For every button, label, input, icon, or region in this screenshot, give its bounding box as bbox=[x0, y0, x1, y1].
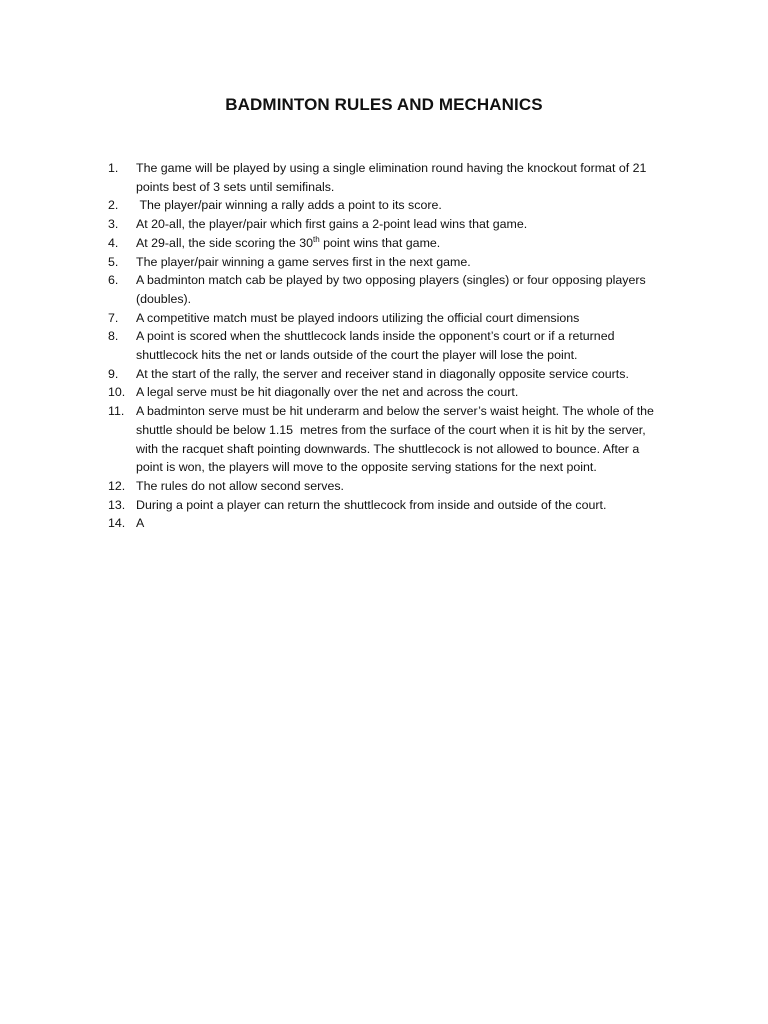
rule-number: 12. bbox=[108, 478, 126, 493]
rule-number: 11. bbox=[108, 404, 125, 419]
rule-number: 10. bbox=[108, 385, 126, 400]
rule-text: The game will be played by using a single elimination round having the knockout format of 21 points best of 3 sets until semifinals. bbox=[136, 161, 650, 194]
rule-text: At 20-all, the player/pair which first gains a 2-point lead wins that game. bbox=[136, 217, 528, 232]
rule-text: A badminton serve must be hit underarm and below the server’s waist height. The whole of the shuttle should be below 1.15 metres from the surface of the court when it is hit by the server, with the racquet shaft pointing downwards. The shuttlecock is not allowed to bounce. After a point is won, the players will move to the opposite serving stations for the next point. bbox=[136, 404, 658, 475]
rules-list bbox=[108, 159, 668, 533]
list-item bbox=[108, 402, 668, 477]
rule-text: During a point a player can return the shuttlecock from inside and outside of the court. bbox=[136, 497, 607, 512]
list-item bbox=[108, 159, 668, 196]
rule-text: The player/pair winning a game serves first in the next game. bbox=[136, 254, 471, 269]
list-item bbox=[108, 253, 668, 272]
rule-text bbox=[136, 234, 668, 253]
list-item bbox=[108, 196, 668, 215]
list-item bbox=[108, 271, 668, 308]
rule-text: A competitive match must be played indoors utilizing the official court dimensions bbox=[136, 310, 580, 325]
rule-text-start: At 29-all, the side scoring the 30 bbox=[136, 235, 314, 250]
rule-number: 6. bbox=[108, 273, 119, 288]
rule-text: A point is scored when the shuttlecock lands inside the opponent’s court or if a returned shuttlecock hits the net or lands outside of the court the player will lose the point. bbox=[136, 329, 618, 363]
list-item bbox=[108, 365, 668, 384]
list-item bbox=[108, 514, 668, 533]
rule-number: 5. bbox=[108, 254, 119, 269]
rule-number: 7. bbox=[108, 310, 119, 325]
rule-number: 4. bbox=[108, 235, 119, 250]
rule-number: 14. bbox=[108, 516, 126, 531]
rule-text: The player/pair winning a rally adds a point to its score. bbox=[136, 198, 442, 213]
ordinal-superscript: th bbox=[313, 234, 320, 244]
document-title: BADMINTON RULES AND MECHANICS bbox=[225, 95, 543, 114]
list-item bbox=[108, 383, 668, 402]
rule-text: At the start of the rally, the server and receiver stand in diagonally opposite service courts. bbox=[136, 366, 629, 381]
rule-text: A legal serve must be hit diagonally over the net and across the court. bbox=[136, 385, 519, 400]
rule-number: 9. bbox=[108, 366, 119, 381]
rule-number: 1. bbox=[108, 161, 119, 175]
rule-number: 8. bbox=[108, 329, 119, 344]
rule-number: 2. bbox=[108, 198, 119, 213]
list-item bbox=[108, 234, 668, 253]
rule-text: The rules do not allow second serves. bbox=[136, 478, 344, 493]
rule-number: 13. bbox=[108, 497, 126, 512]
rule-number: 3. bbox=[108, 217, 119, 232]
list-item bbox=[108, 496, 668, 515]
list-item bbox=[108, 477, 668, 496]
list-item bbox=[108, 309, 668, 328]
rule-text: A bbox=[136, 516, 145, 531]
rule-text-end: point wins that game. bbox=[319, 235, 441, 250]
rule-text: A badminton match cab be played by two opposing players (singles) or four opposing players (doubles). bbox=[136, 273, 650, 306]
list-item bbox=[108, 327, 668, 364]
list-item bbox=[108, 215, 668, 234]
